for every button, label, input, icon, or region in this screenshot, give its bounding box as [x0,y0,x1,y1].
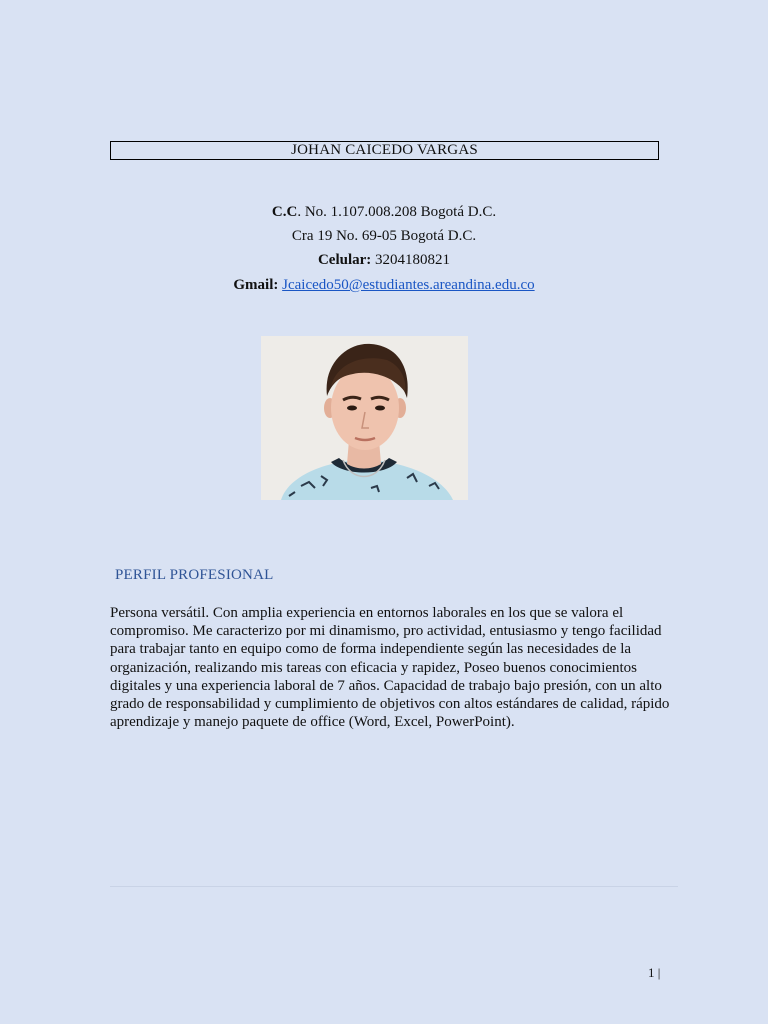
name-header: JOHAN CAICEDO VARGAS [110,141,659,160]
footer-divider [110,886,678,887]
id-value: . No. 1.107.008.208 Bogotá D.C. [297,204,497,220]
phone-line [0,251,768,269]
id-label: C.C [271,204,298,220]
email-line [0,276,768,294]
email-label: Gmail: [233,277,279,293]
page-number: 1 | [648,965,661,980]
section-title-profile: PERFIL PROFESIONAL [115,567,274,583]
email-link[interactable]: Jcaicedo50@estudiantes.areandina.edu.co [282,277,535,293]
profile-paragraph: Persona versátil. Con amplia experiencia en entornos laborales en los que se valora el compromiso. Me caracterizo por mi dinamismo, pro actividad, entusiasmo y tengo facilidad para trabajar tanto en equipo como de forma independiente según las necesidades de la organización, realizando mis tareas con eficacia y rapidez, Poseo buenos conocimientos digitales y una experiencia laboral de 7 años. Capacidad de trabajo bajo presión, con un alto grado de responsabilidad y cumplimiento de objetivos con altos estándares de calidad, rápido aprendizaje y manejo paquete de office (Word, Excel, PowerPoint). [110,605,670,731]
address-line: Cra 19 No. 69-05 Bogotá D.C. [291,228,477,244]
profile-photo [261,336,468,500]
id-number-line [0,203,768,221]
phone-value: 3204180821 [375,252,451,268]
phone-label: Celular: [317,252,372,268]
